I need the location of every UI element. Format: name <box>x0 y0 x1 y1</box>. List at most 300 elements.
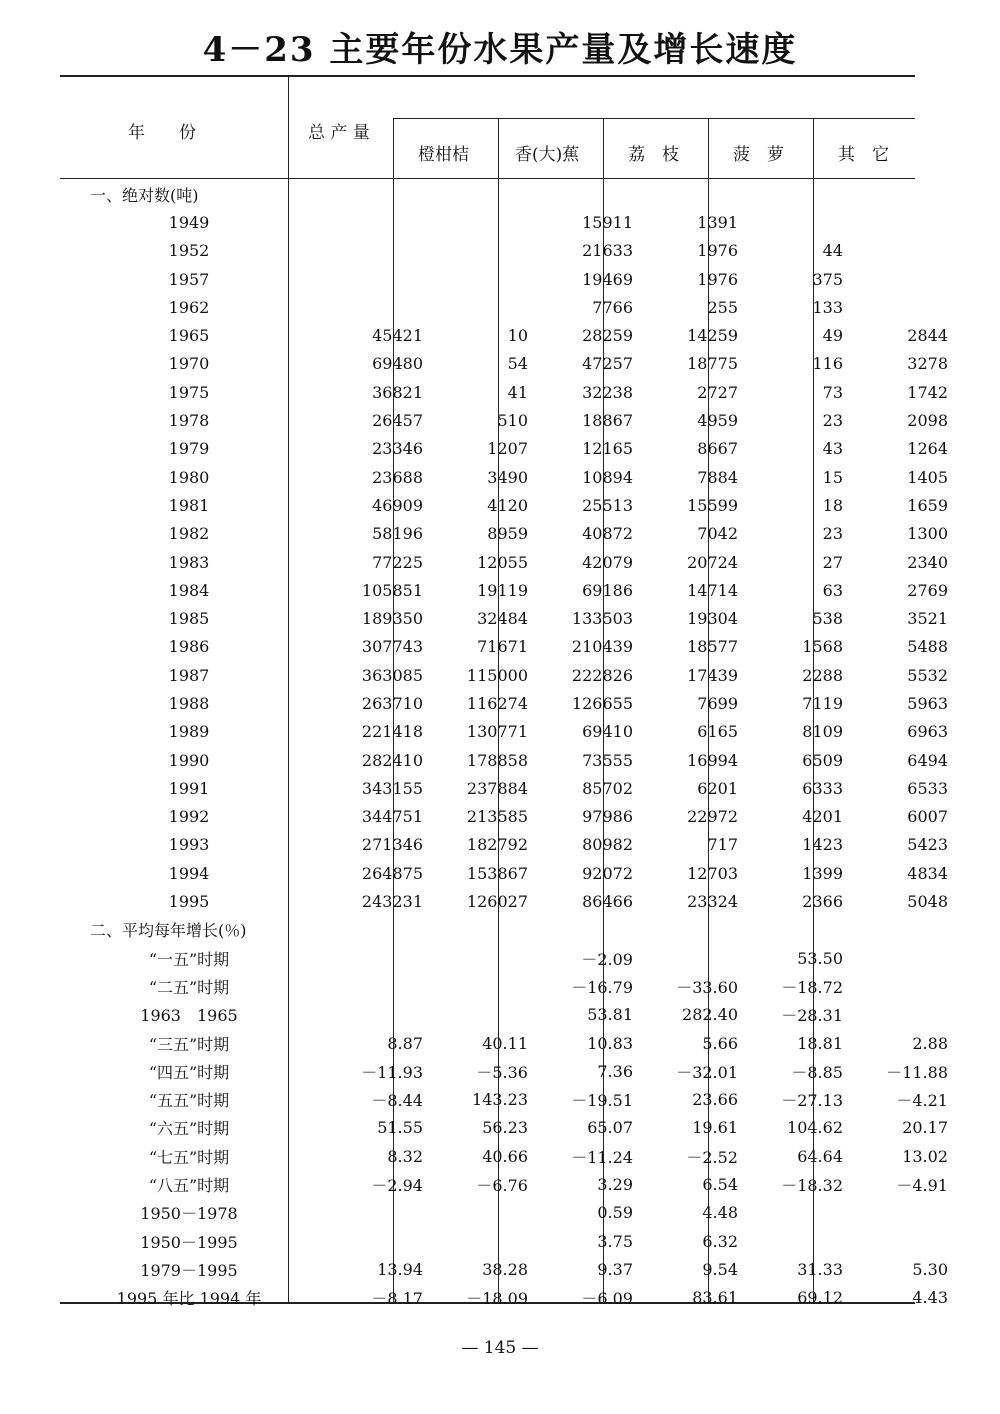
table-cell: 21633 <box>582 241 633 261</box>
table-cell: 6.54 <box>702 1175 738 1195</box>
row-label: “三五”时期 <box>148 1034 230 1054</box>
table-cell: 10.83 <box>587 1033 633 1053</box>
table-cell <box>423 208 528 236</box>
table-cell <box>843 1227 948 1255</box>
section-row <box>60 916 948 944</box>
table-cell: 7042 <box>697 524 738 544</box>
top-rule <box>60 75 915 77</box>
table-cell: 65.07 <box>587 1118 633 1138</box>
table-cell: 9.37 <box>597 1259 633 1279</box>
table-cell: 42079 <box>582 552 633 572</box>
table-cell: －18.09 <box>466 1289 528 1309</box>
table-cell: 31.33 <box>797 1259 843 1279</box>
table-cell <box>318 972 423 1000</box>
table-cell: 4201 <box>802 807 843 827</box>
table-cell: 7699 <box>697 693 738 713</box>
table-cell: 4834 <box>907 863 948 883</box>
table-cell: 23346 <box>372 439 423 459</box>
table-row <box>60 576 948 604</box>
row-label: 1982 <box>168 524 210 544</box>
row-label: 1987 <box>168 665 210 685</box>
table-cell: 16994 <box>687 750 738 770</box>
table-cell: 73 <box>822 382 843 402</box>
table-cell: 69480 <box>372 354 423 374</box>
table-row <box>60 548 948 576</box>
table-cell: 13.02 <box>902 1146 948 1166</box>
table-row <box>60 774 948 802</box>
header-total: 总 产 量 <box>308 123 370 143</box>
table-cell: －6.09 <box>581 1289 633 1309</box>
table-cell: 3278 <box>907 354 948 374</box>
table-cell <box>318 180 423 208</box>
table-cell: －19.51 <box>571 1091 633 1111</box>
table-cell: 20724 <box>687 552 738 572</box>
table-cell <box>423 1227 528 1255</box>
row-label: 1993 <box>168 835 210 855</box>
table-cell: 7884 <box>697 467 738 487</box>
table-cell: 2288 <box>802 665 843 685</box>
row-label: 1994 <box>168 863 210 883</box>
table-cell: 54 <box>507 354 528 374</box>
table-cell: －8.44 <box>371 1091 423 1111</box>
table-cell: 12165 <box>582 439 633 459</box>
row-label: 1984 <box>168 580 210 600</box>
table-cell: 133 <box>812 297 843 317</box>
table-cell <box>843 208 948 236</box>
table-cell: 5488 <box>907 637 948 657</box>
table-cell: －11.93 <box>361 1062 423 1082</box>
table-row <box>60 887 948 915</box>
table-cell: 8.32 <box>387 1146 423 1166</box>
table-cell <box>843 237 948 265</box>
row-label: “六五”时期 <box>148 1119 230 1139</box>
table-row <box>60 350 948 378</box>
table-cell: 71671 <box>477 637 528 657</box>
table-cell: 10 <box>507 326 528 346</box>
table-body <box>60 180 948 1312</box>
table-cell: 2098 <box>907 411 948 431</box>
row-label: “七五”时期 <box>148 1147 230 1167</box>
table-cell <box>633 916 738 944</box>
table-cell: 1976 <box>697 241 738 261</box>
table-cell: 213585 <box>466 807 528 827</box>
table-cell <box>423 1001 528 1029</box>
table-cell <box>318 916 423 944</box>
table-cell: 73555 <box>582 750 633 770</box>
row-label: “五五”时期 <box>148 1091 230 1111</box>
table-cell <box>318 293 423 321</box>
table-cell <box>318 1001 423 1029</box>
table-cell: 15 <box>822 467 843 487</box>
section-row <box>60 180 948 208</box>
table-cell: 19469 <box>582 269 633 289</box>
table-cell: 182792 <box>466 835 528 855</box>
table-title: 4－23 主要年份水果产量及增长速度 <box>202 30 798 70</box>
table-cell: 178858 <box>466 750 528 770</box>
table-cell: 307743 <box>361 637 423 657</box>
table-cell: 717 <box>707 835 738 855</box>
table-cell: 43 <box>822 439 843 459</box>
table-cell: 40.66 <box>482 1146 528 1166</box>
table-cell: 6509 <box>802 750 843 770</box>
table-cell <box>843 1001 948 1029</box>
table-row <box>60 520 948 548</box>
table-cell: 40872 <box>582 524 633 544</box>
table-cell: 15911 <box>582 212 633 232</box>
table-cell: 6494 <box>907 750 948 770</box>
table-cell: 153867 <box>466 863 528 883</box>
table-cell <box>423 944 528 972</box>
table-cell: 1405 <box>907 467 948 487</box>
table-cell: －4.21 <box>896 1091 948 1111</box>
table-cell: 51.55 <box>377 1118 423 1138</box>
table-row <box>60 208 948 236</box>
table-cell: 22972 <box>687 807 738 827</box>
table-cell: 69.12 <box>797 1288 843 1308</box>
table-cell <box>738 916 843 944</box>
table-cell: 9.54 <box>702 1259 738 1279</box>
table-cell: 23.66 <box>692 1090 738 1110</box>
table-cell: 6333 <box>802 778 843 798</box>
table-row <box>60 604 948 632</box>
table-cell: 46909 <box>372 495 423 515</box>
table-cell: 83.61 <box>692 1288 738 1308</box>
table-cell: －27.13 <box>781 1091 843 1111</box>
table-cell: 2366 <box>802 892 843 912</box>
table-cell: 10894 <box>582 467 633 487</box>
table-cell: 18.81 <box>797 1033 843 1053</box>
table-cell: 23 <box>822 411 843 431</box>
table-cell: 1423 <box>802 835 843 855</box>
row-label: 1975 <box>168 382 210 402</box>
table-cell: 2844 <box>907 326 948 346</box>
table-cell: 5048 <box>907 892 948 912</box>
table-row <box>60 944 948 972</box>
table-cell: 69186 <box>582 580 633 600</box>
table-cell: 8.87 <box>387 1033 423 1053</box>
table-cell: 271346 <box>361 835 423 855</box>
table-cell: 77225 <box>372 552 423 572</box>
table-cell: －8.85 <box>791 1062 843 1082</box>
table-cell <box>318 1227 423 1255</box>
table-cell <box>318 944 423 972</box>
table-cell <box>423 1199 528 1227</box>
table-cell: 92072 <box>582 863 633 883</box>
row-label: 1995 年比 1994 年 <box>116 1289 262 1309</box>
table-cell: 1399 <box>802 863 843 883</box>
table-row <box>60 1199 948 1227</box>
table-cell: －8.17 <box>371 1289 423 1309</box>
table-cell <box>738 208 843 236</box>
table-cell: 80982 <box>582 835 633 855</box>
table-row <box>60 746 948 774</box>
table-cell: 6.32 <box>702 1231 738 1251</box>
table-cell: 7766 <box>592 297 633 317</box>
row-label: 1979 <box>168 439 210 459</box>
table-row <box>60 689 948 717</box>
table-cell: 15599 <box>687 495 738 515</box>
table-cell: 18867 <box>582 411 633 431</box>
table-cell: 14259 <box>687 326 738 346</box>
table-cell: 3490 <box>487 467 528 487</box>
table-row <box>60 1284 948 1312</box>
table-row <box>60 463 948 491</box>
table-cell: 56.23 <box>482 1118 528 1138</box>
table-cell: 222826 <box>571 665 633 685</box>
table-cell <box>843 293 948 321</box>
table-cell: 282.40 <box>682 1005 738 1025</box>
table-cell <box>843 265 948 293</box>
table-cell <box>843 1199 948 1227</box>
row-label: 1970 <box>168 354 210 374</box>
header-other: 其 它 <box>838 145 889 165</box>
table-cell: －2.94 <box>371 1176 423 1196</box>
table-cell: 6165 <box>697 722 738 742</box>
table-row <box>60 803 948 831</box>
row-label: 1965 <box>168 326 210 346</box>
table-cell: 23324 <box>687 892 738 912</box>
table-row <box>60 1057 948 1085</box>
row-label: 1989 <box>168 722 210 742</box>
table-cell: 20.17 <box>902 1118 948 1138</box>
table-row <box>60 972 948 1000</box>
table-row <box>60 1001 948 1029</box>
table-cell: 263710 <box>361 693 423 713</box>
table-cell <box>318 208 423 236</box>
row-label: 1990 <box>168 750 210 770</box>
table-cell: 5532 <box>907 665 948 685</box>
table-row <box>60 718 948 746</box>
row-label: 1963 1965 <box>140 1006 238 1026</box>
table-cell: 221418 <box>361 722 423 742</box>
table-cell: 0.59 <box>597 1203 633 1223</box>
table-cell: 85702 <box>582 778 633 798</box>
table-cell: －11.88 <box>886 1062 948 1082</box>
table-cell: 115000 <box>466 665 528 685</box>
table-cell: 243231 <box>361 892 423 912</box>
table-cell <box>528 916 633 944</box>
table-cell <box>633 944 738 972</box>
table-cell: 344751 <box>361 807 423 827</box>
table-cell: 26457 <box>372 411 423 431</box>
row-label: 1949 <box>168 212 210 232</box>
table-cell: 133503 <box>571 609 633 629</box>
header-lychee: 荔 枝 <box>628 145 679 165</box>
table-cell: 8109 <box>802 722 843 742</box>
table-cell: 18577 <box>687 637 738 657</box>
table-cell: 53.50 <box>797 948 843 968</box>
header-pineapple: 菠 萝 <box>733 145 784 165</box>
table-cell <box>843 916 948 944</box>
table-cell <box>528 180 633 208</box>
table-cell: 264875 <box>361 863 423 883</box>
table-cell: 6201 <box>697 778 738 798</box>
table-cell: 8667 <box>697 439 738 459</box>
table-cell <box>423 916 528 944</box>
table-cell: －11.24 <box>571 1147 633 1167</box>
table-cell: 58196 <box>372 524 423 544</box>
row-label: 1981 <box>168 495 210 515</box>
table-row <box>60 265 948 293</box>
table-cell: 14714 <box>687 580 738 600</box>
table-cell <box>423 237 528 265</box>
table-cell: 13.94 <box>377 1259 423 1279</box>
table-cell: 1659 <box>907 495 948 515</box>
table-cell: 36821 <box>372 382 423 402</box>
row-label: 1962 <box>168 297 210 317</box>
table-cell: 1391 <box>697 212 738 232</box>
table-cell: 7.36 <box>597 1061 633 1081</box>
table-cell: 6007 <box>907 807 948 827</box>
table-cell <box>738 1227 843 1255</box>
row-label: 1950－1978 <box>140 1204 238 1224</box>
table-cell: －2.09 <box>581 949 633 969</box>
table-cell: －6.76 <box>476 1176 528 1196</box>
table-cell: 255 <box>707 297 738 317</box>
table-row <box>60 1086 948 1114</box>
table-cell: －28.31 <box>781 1006 843 1026</box>
table-cell: 5.30 <box>912 1259 948 1279</box>
table-cell: 2340 <box>907 552 948 572</box>
table-cell: 1742 <box>907 382 948 402</box>
table-cell: 25513 <box>582 495 633 515</box>
table-cell: 5423 <box>907 835 948 855</box>
table-cell: 38.28 <box>482 1259 528 1279</box>
table-cell: 64.64 <box>797 1146 843 1166</box>
table-cell: 12055 <box>477 552 528 572</box>
table-cell: －5.36 <box>476 1062 528 1082</box>
row-label: 1992 <box>168 807 210 827</box>
row-label: 1988 <box>168 693 210 713</box>
table-cell: 510 <box>497 411 528 431</box>
header-year: 年 份 <box>128 123 196 143</box>
table-cell <box>423 293 528 321</box>
table-cell: 53.81 <box>587 1005 633 1025</box>
table-cell: 49 <box>822 326 843 346</box>
row-label: 1957 <box>168 269 210 289</box>
table-cell: 32484 <box>477 609 528 629</box>
table-row <box>60 1114 948 1142</box>
table-row <box>60 293 948 321</box>
table-row <box>60 237 948 265</box>
table-cell: －2.52 <box>686 1147 738 1167</box>
table-cell: －33.60 <box>676 977 738 997</box>
table-cell: 63 <box>822 580 843 600</box>
table-cell: 1207 <box>487 439 528 459</box>
table-cell: 3.75 <box>597 1231 633 1251</box>
table-cell <box>423 972 528 1000</box>
table-cell: 2727 <box>697 382 738 402</box>
table-cell: 538 <box>812 609 843 629</box>
header-orange: 橙柑桔 <box>418 145 469 165</box>
table-row <box>60 1227 948 1255</box>
table-cell: 23 <box>822 524 843 544</box>
table-cell <box>318 1199 423 1227</box>
table-cell: 282410 <box>361 750 423 770</box>
table-cell: 5.66 <box>702 1033 738 1053</box>
table-row <box>60 661 948 689</box>
row-label: “二五”时期 <box>148 977 230 997</box>
table-cell: 2769 <box>907 580 948 600</box>
table-row <box>60 1170 948 1198</box>
table-cell: 47257 <box>582 354 633 374</box>
table-cell: 3521 <box>907 609 948 629</box>
table-cell: 6963 <box>907 722 948 742</box>
table-cell: 97986 <box>582 807 633 827</box>
table-cell: 19.61 <box>692 1118 738 1138</box>
table-cell: 1300 <box>907 524 948 544</box>
row-label: 1995 <box>168 892 210 912</box>
row-label: 1978 <box>168 411 210 431</box>
table-cell: 41 <box>507 382 528 402</box>
table-cell: －18.72 <box>781 977 843 997</box>
row-label: 1986 <box>168 637 210 657</box>
table-row <box>60 1142 948 1170</box>
table-cell: 44 <box>822 241 843 261</box>
table-cell: 4959 <box>697 411 738 431</box>
row-label: 1952 <box>168 241 210 261</box>
table-row <box>60 831 948 859</box>
table-cell <box>738 180 843 208</box>
table-cell: 69410 <box>582 722 633 742</box>
table-cell: 7119 <box>802 693 843 713</box>
table-cell <box>423 265 528 293</box>
table-cell: －18.32 <box>781 1176 843 1196</box>
row-label: “一五”时期 <box>148 949 230 969</box>
table-cell: －4.91 <box>896 1176 948 1196</box>
table-cell: 1568 <box>802 637 843 657</box>
table-row <box>60 435 948 463</box>
table-cell: 210439 <box>571 637 633 657</box>
table-cell <box>738 1199 843 1227</box>
row-label: 1983 <box>168 552 210 572</box>
table-cell: 105851 <box>361 580 423 600</box>
table-cell: 86466 <box>582 892 633 912</box>
table-cell: 116274 <box>466 693 528 713</box>
page-number: — 145 — <box>461 1338 539 1358</box>
table-cell: 28259 <box>582 326 633 346</box>
table-cell: 116 <box>812 354 843 374</box>
table-cell: 3.29 <box>597 1175 633 1195</box>
table-cell: 19304 <box>687 609 738 629</box>
table-row <box>60 378 948 406</box>
row-label: 1980 <box>168 467 210 487</box>
table-cell: 343155 <box>361 778 423 798</box>
table-cell: 18 <box>822 495 843 515</box>
table-cell: 32238 <box>582 382 633 402</box>
table-row <box>60 859 948 887</box>
table-cell: 363085 <box>361 665 423 685</box>
data-table <box>60 180 948 1312</box>
header-banana: 香(大)蕉 <box>515 145 580 165</box>
table-cell: 237884 <box>466 778 528 798</box>
table-cell: －32.01 <box>676 1062 738 1082</box>
table-cell: 45421 <box>372 326 423 346</box>
row-label: 1985 <box>168 609 210 629</box>
table-cell: 12703 <box>687 863 738 883</box>
table-cell <box>843 944 948 972</box>
table-cell: 126027 <box>466 892 528 912</box>
row-label: 1991 <box>168 778 210 798</box>
table-cell <box>843 972 948 1000</box>
row-label: 1950－1995 <box>140 1232 238 1252</box>
table-row <box>60 633 948 661</box>
table-cell: 4.48 <box>702 1203 738 1223</box>
table-cell: －16.79 <box>571 977 633 997</box>
table-row <box>60 1029 948 1057</box>
table-cell: 1264 <box>907 439 948 459</box>
table-cell <box>318 237 423 265</box>
